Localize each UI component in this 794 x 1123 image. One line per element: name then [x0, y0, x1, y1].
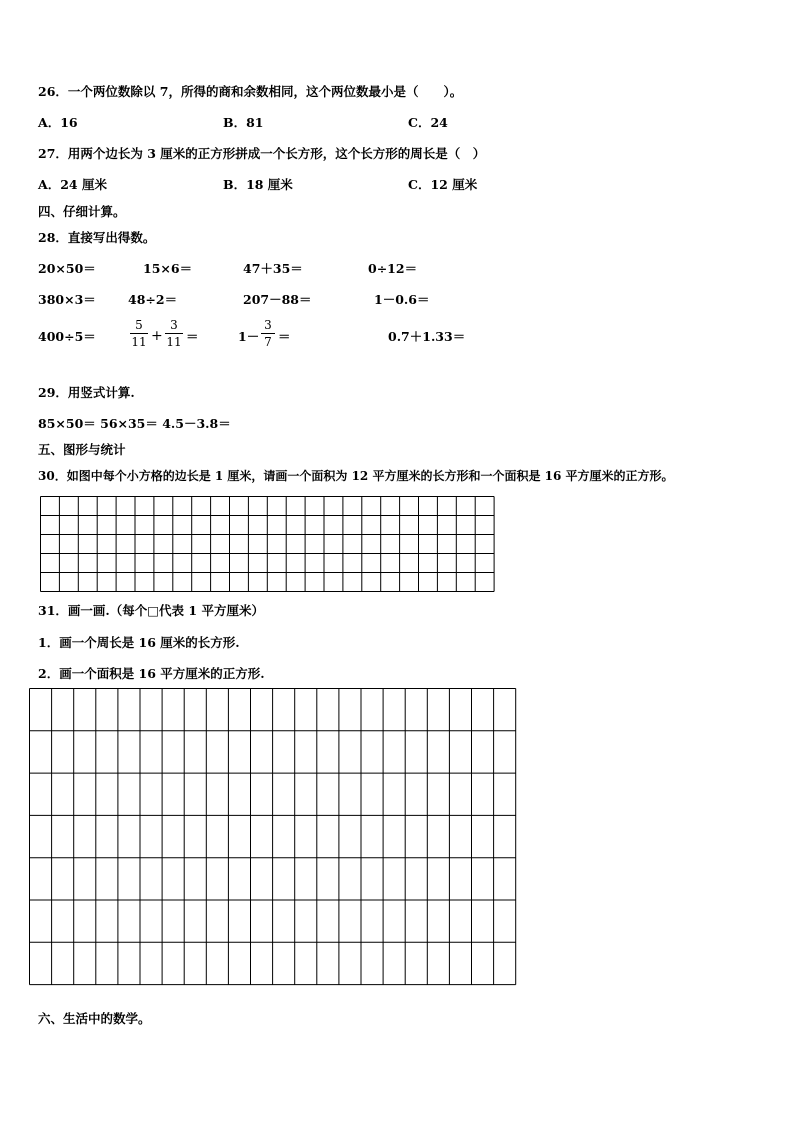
- one-minus: 1－: [238, 329, 260, 344]
- q28-r3-c4: 0.7＋1.33＝: [388, 329, 466, 344]
- q28-r1-c2: 15×6＝: [143, 261, 193, 276]
- q26-option-c: C．24: [408, 115, 448, 130]
- fraction-numerator: 3: [264, 318, 272, 332]
- q28-r3-c1: 400÷5＝: [38, 329, 96, 344]
- section-6-heading: 六、生活中的数学。: [38, 1011, 151, 1026]
- q29-stem: 29．用竖式计算.: [38, 385, 135, 400]
- q27-option-b: B．18 厘米: [223, 177, 293, 192]
- section-5-heading: 五、图形与统计: [38, 442, 126, 457]
- equals-sign: ＝: [278, 329, 291, 344]
- fraction-numerator: 3: [170, 318, 178, 332]
- q28-r2-c1: 380×3＝: [38, 292, 96, 307]
- q30-stem: 30．如图中每个小方格的边长是 1 厘米，请画一个面积为 12 平方厘米的长方形和一个面积是 16 平方厘米的正方形。: [38, 469, 674, 483]
- q31-square-grid[interactable]: [29, 688, 517, 986]
- q27-stem: 27．用两个边长为 3 厘米的正方形拼成一个长方形，这个长方形的周长是（ ）: [38, 146, 486, 161]
- fraction-denominator: 7: [264, 335, 272, 349]
- fraction-denominator: 11: [166, 335, 182, 349]
- q30-square-grid[interactable]: [40, 496, 496, 592]
- q28-r1-c3: 47＋35＝: [243, 261, 303, 276]
- q27-option-c: C．12 厘米: [408, 177, 478, 192]
- plus-sign: +: [151, 328, 163, 344]
- q28-stem: 28．直接写出得数。: [38, 230, 156, 245]
- q28-r2-c2: 48÷2＝: [128, 292, 178, 307]
- q27-option-a: A．24 厘米: [38, 177, 107, 192]
- q28-r2-c4: 1－0.6＝: [374, 292, 430, 307]
- fraction-3-7: [261, 318, 275, 349]
- q29-problems: 85×50＝ 56×35＝ 4.5－3.8＝: [38, 416, 231, 431]
- q26-option-a: A．16: [38, 115, 78, 130]
- q28-r1-c4: 0÷12＝: [368, 261, 418, 276]
- section-4-heading: 四、仔细计算。: [38, 204, 126, 219]
- fraction-denominator: 11: [131, 335, 147, 349]
- fraction-numerator: 5: [135, 318, 143, 332]
- q26-stem: 26．一个两位数除以 7，所得的商和余数相同，这个两位数最小是（ ）。: [38, 84, 463, 99]
- q28-r1-c1: 20×50＝: [38, 261, 96, 276]
- q31-stem: 31．画一画.（每个□代表 1 平方厘米）: [38, 603, 264, 618]
- q28-r2-c3: 207－88＝: [243, 292, 312, 307]
- q31-item-2: 2．画一个面积是 16 平方厘米的正方形.: [38, 666, 265, 681]
- equals-sign: ＝: [186, 329, 199, 344]
- fraction-5-11: [130, 318, 148, 349]
- q31-item-1: 1．画一个周长是 16 厘米的长方形.: [38, 635, 240, 650]
- fraction-3-11: [165, 318, 183, 349]
- q26-option-b: B．81: [223, 115, 264, 130]
